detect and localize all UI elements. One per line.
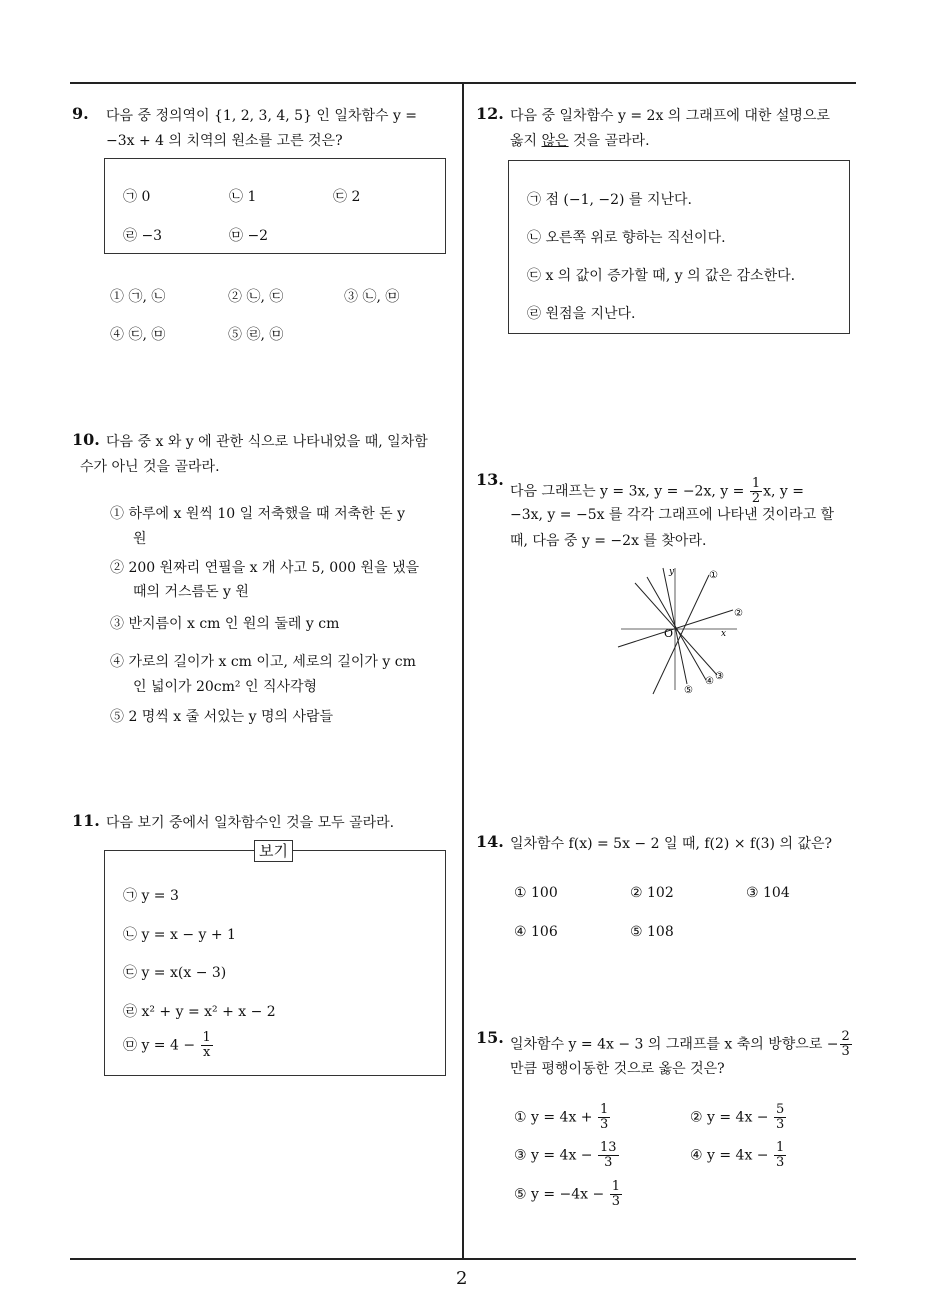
statement-item: ㉣ 원점을 지난다. <box>527 306 636 322</box>
origin-label: O <box>664 627 674 640</box>
line-graph <box>615 562 775 702</box>
bogi-item-prefix: ㉤ y = 4 − <box>123 1037 196 1054</box>
answer-choice-cont: 원 <box>133 531 147 547</box>
text-part: 다음 그래프는 y = 3x, y = −2x, y = <box>510 483 745 500</box>
option-box <box>104 158 446 254</box>
text-part: 옳지 <box>510 133 542 149</box>
statement-box <box>508 160 850 334</box>
answer-choice[interactable]: ③ ㉡, ㉤ <box>344 289 400 305</box>
bogi-item <box>123 1031 214 1060</box>
line-label: ② <box>734 608 743 619</box>
line-label: ① <box>709 570 718 581</box>
choice-text: ③ y = 4x − <box>514 1147 593 1164</box>
question-text-line3: 때, 다음 중 y = −2x 를 찾아라. <box>510 533 707 549</box>
denominator: 3 <box>775 1155 785 1170</box>
box-item: ㉣ −3 <box>123 228 163 244</box>
question-text-line2: −3x + 4 의 치역의 원소를 고른 것은? <box>106 133 343 149</box>
question-number: 10. <box>72 430 100 449</box>
bogi-item: ㉠ y = 3 <box>123 888 179 904</box>
choice-text: ① y = 4x + <box>514 1109 593 1126</box>
statement-item: ㉠ 점 (−1, −2) 를 지난다. <box>527 192 692 208</box>
numerator: 2 <box>841 1029 850 1044</box>
box-item: ㉤ −2 <box>229 228 269 244</box>
box-item: ㉡ 1 <box>229 189 257 205</box>
line-label: ③ <box>715 671 724 682</box>
bogi-label: 보기 <box>254 840 293 862</box>
column-divider <box>462 82 464 1259</box>
statement-item: ㉢ x 의 값이 증가할 때, y 의 값은 감소한다. <box>527 268 796 284</box>
answer-choice[interactable]: ⑤ 108 <box>630 924 674 940</box>
box-item: ㉠ 0 <box>123 189 151 205</box>
numerator: 1 <box>202 1030 211 1045</box>
text-part: x, y = <box>763 483 804 500</box>
answer-choice-cont: 때의 거스름돈 y 원 <box>133 584 249 600</box>
numerator: 1 <box>751 476 761 491</box>
fraction <box>840 1030 852 1059</box>
question-text-line1: 다음 중 x 와 y 에 관한 식으로 나타내었을 때, 일차함 <box>106 434 428 450</box>
answer-choice[interactable]: ③ 반지름이 x cm 인 원의 둘레 y cm <box>110 616 340 632</box>
answer-choice[interactable]: ① 하루에 x 원씩 10 일 저축했을 때 저축한 돈 y <box>110 506 405 522</box>
text-part: 것을 골라라. <box>568 133 650 149</box>
question-number: 12. <box>476 104 504 123</box>
answer-choice[interactable]: ⑤ 2 명씩 x 줄 서있는 y 명의 사람들 <box>110 709 334 725</box>
question-number: 15. <box>476 1028 504 1047</box>
question-number: 13. <box>476 470 504 489</box>
underlined-text: 않은 <box>541 133 569 149</box>
fraction <box>598 1141 619 1170</box>
answer-choice[interactable]: ① 100 <box>514 885 558 901</box>
fraction <box>774 1103 786 1132</box>
y-axis-label: y <box>669 567 675 577</box>
statement-item: ㉡ 오른쪽 위로 향하는 직선이다. <box>527 230 726 246</box>
answer-choice-cont: 인 넓이가 20cm² 인 직사각형 <box>133 679 318 695</box>
choice-text: ④ y = 4x − <box>690 1147 769 1164</box>
x-axis-label: x <box>721 629 727 639</box>
answer-choice[interactable] <box>514 1180 623 1209</box>
question-number: 14. <box>476 832 504 851</box>
denominator: 2 <box>751 491 761 506</box>
denominator: 3 <box>604 1155 613 1170</box>
numerator: 1 <box>611 1179 620 1194</box>
question-text-line2: 만큼 평행이동한 것으로 옳은 것은? <box>510 1061 725 1077</box>
numerator: 1 <box>599 1102 609 1117</box>
answer-choice[interactable]: ④ 가로의 길이가 x cm 이고, 세로의 길이가 y cm <box>110 654 416 670</box>
answer-choice[interactable]: ② 102 <box>630 885 674 901</box>
bogi-item: ㉣ x² + y = x² + x − 2 <box>123 1004 276 1020</box>
fraction <box>598 1103 610 1132</box>
text-part: 일차함수 y = 4x − 3 의 그래프를 x 축의 방향으로 − <box>510 1036 839 1053</box>
choice-text: ⑤ y = −4x − <box>514 1186 605 1203</box>
question-text-line2: −3x, y = −5x 를 각각 그래프에 나타낸 것이라고 할 <box>510 507 835 523</box>
denominator: x <box>203 1045 211 1060</box>
answer-choice[interactable]: ⑤ ㉣, ㉤ <box>228 327 284 343</box>
fraction <box>201 1031 213 1060</box>
fraction <box>750 477 762 506</box>
numerator: 5 <box>775 1102 785 1117</box>
fraction <box>610 1180 622 1209</box>
bogi-item: ㉢ y = x(x − 3) <box>123 965 227 981</box>
question-text-line1 <box>510 477 804 506</box>
bogi-item: ㉡ y = x − y + 1 <box>123 927 236 943</box>
question-number: 9. <box>72 104 89 123</box>
answer-choice[interactable] <box>690 1141 787 1170</box>
answer-choice[interactable]: ① ㉠, ㉡ <box>110 289 166 305</box>
question-text-line1: 일차함수 f(x) = 5x − 2 일 때, f(2) × f(3) 의 값은? <box>510 836 833 852</box>
answer-choice[interactable]: ④ 106 <box>514 924 558 940</box>
box-item: ㉢ 2 <box>333 189 361 205</box>
fraction <box>774 1141 786 1170</box>
denominator: 3 <box>775 1117 785 1132</box>
answer-choice[interactable]: ④ ㉢, ㉤ <box>110 327 166 343</box>
page-number: 2 <box>456 1268 468 1289</box>
answer-choice[interactable] <box>514 1103 611 1132</box>
choice-text: ② y = 4x − <box>690 1109 769 1126</box>
bogi-box <box>104 850 446 1076</box>
answer-choice[interactable]: ② 200 원짜리 연필을 x 개 사고 5, 000 원을 냈을 <box>110 560 420 576</box>
numerator: 1 <box>775 1140 785 1155</box>
bottom-rule <box>70 1258 856 1260</box>
question-text-line2: 수가 아닌 것을 골라라. <box>80 459 220 475</box>
denominator: 3 <box>599 1117 609 1132</box>
question-text-line1: 다음 보기 중에서 일차함수인 것을 모두 골라라. <box>106 815 395 831</box>
denominator: 3 <box>611 1194 620 1209</box>
answer-choice[interactable]: ② ㉡, ㉢ <box>228 289 284 305</box>
question-text-line1: 다음 중 일차함수 y = 2x 의 그래프에 대한 설명으로 <box>510 108 830 124</box>
answer-choice[interactable]: ③ 104 <box>746 885 790 901</box>
question-text-line2 <box>510 129 650 154</box>
question-text-line1: 다음 중 정의역이 {1, 2, 3, 4, 5} 인 일차함수 y = <box>106 108 418 124</box>
question-number: 11. <box>72 811 100 830</box>
numerator: 13 <box>599 1140 617 1155</box>
denominator: 3 <box>841 1044 850 1059</box>
answer-choice[interactable] <box>514 1141 620 1170</box>
question-text-line1 <box>510 1030 853 1059</box>
graph-line-4 <box>647 577 706 680</box>
line-label: ④ <box>705 676 714 687</box>
answer-choice[interactable] <box>690 1103 787 1132</box>
line-label: ⑤ <box>684 685 693 696</box>
